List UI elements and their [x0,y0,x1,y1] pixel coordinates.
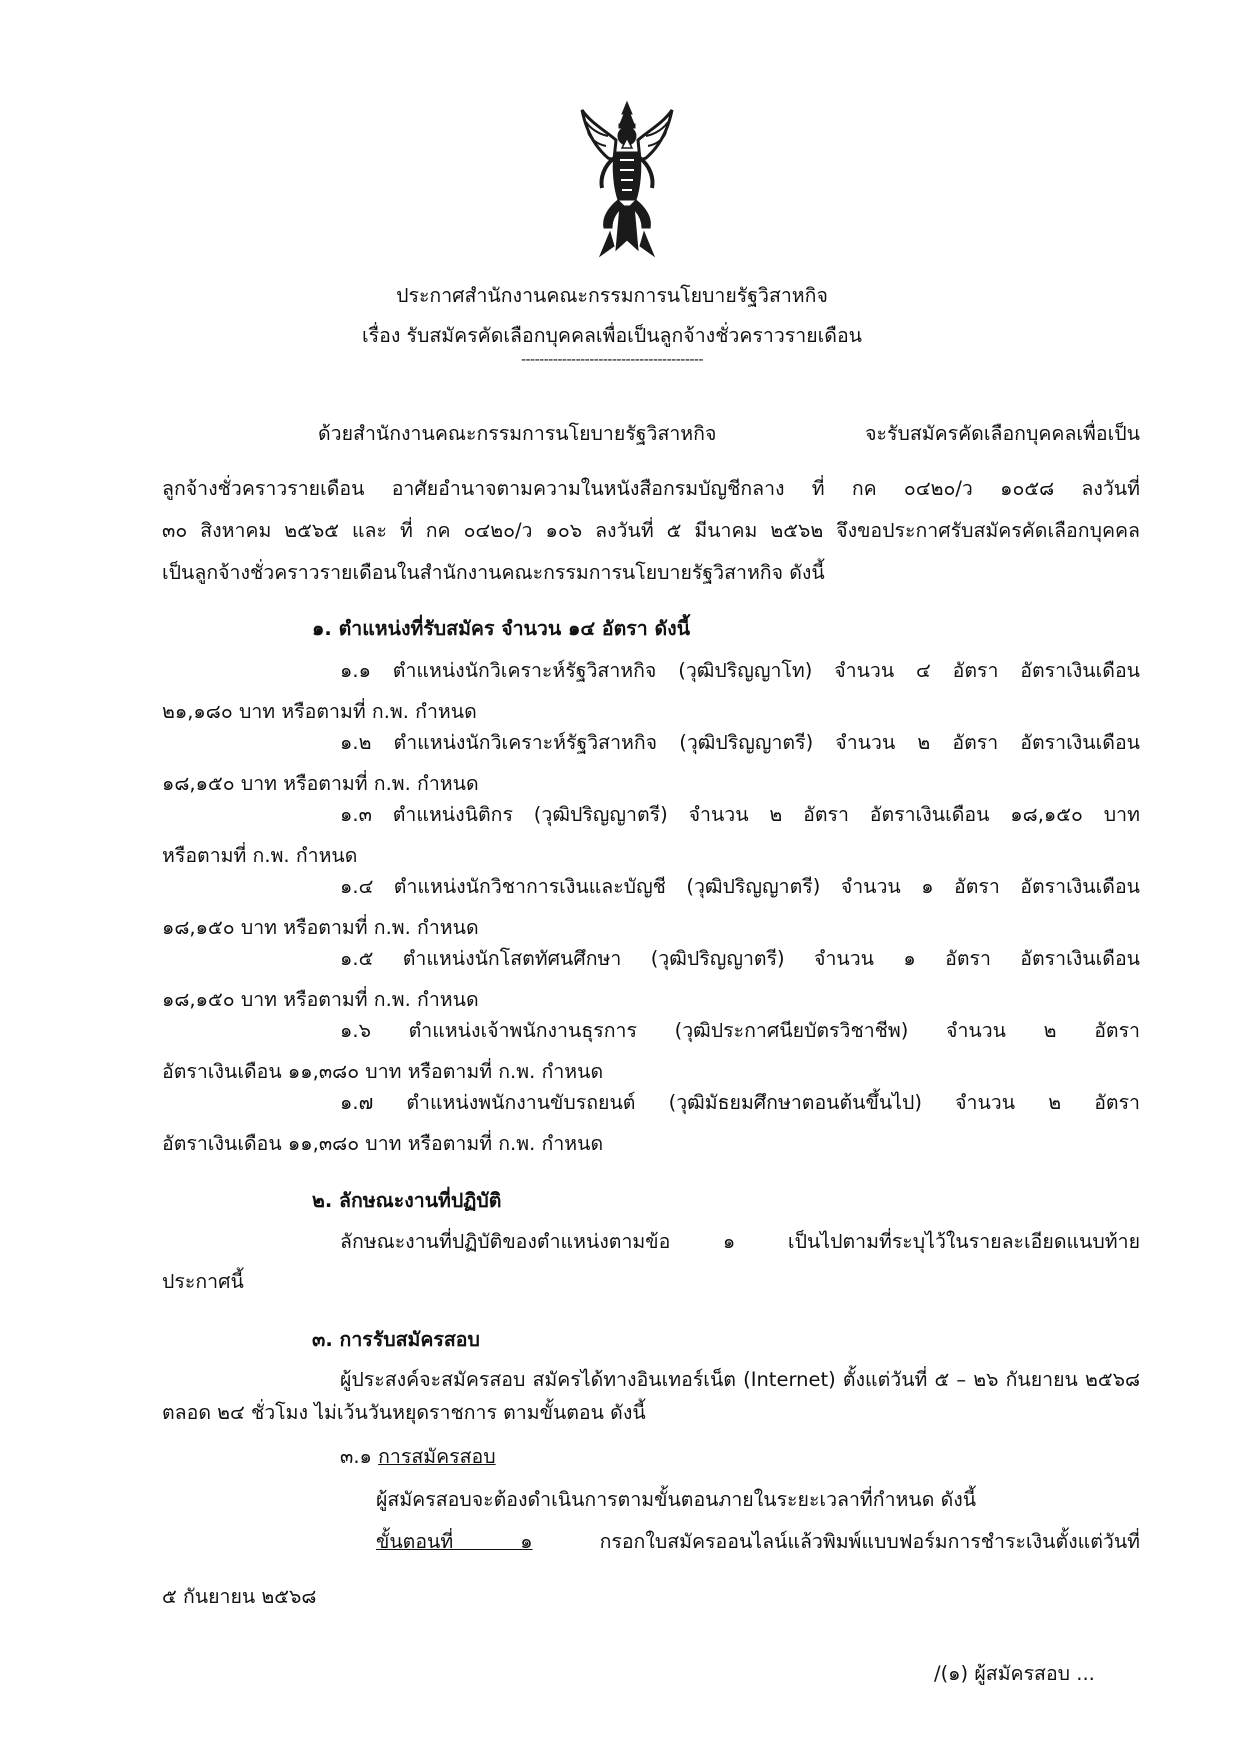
continuation-note: /(๑) ผู้สมัครสอบ ... [934,1662,1095,1685]
position-1-2-line-2: ๑๘,๑๕๐ บาท หรือตามที่ ก.พ. กำหนด [162,772,479,795]
position-1-1-line-2: ๒๑,๑๘๐ บาท หรือตามที่ ก.พ. กำหนด [162,700,477,723]
step-1-line-1 [376,1526,1140,1557]
position-1-3-line-2: หรือตามที่ ก.พ. กำหนด [162,844,358,867]
section-3-line-1: ผู้ประสงค์จะสมัครสอบ สมัครได้ทางอินเทอร์เน็ต (Internet) ตั้งแต่วันที่ ๕ – ๒๖ กันยายน ๒๕๖๘ [340,1368,1140,1391]
announcement-subject: เรื่อง รับสมัครคัดเลือกบุคคลเพื่อเป็นลูกจ้างชั่วคราวรายเดือน [361,324,863,347]
position-1-4-line-1: ๑.๔ ตำแหน่งนักวิชาการเงินและบัญชี (วุฒิปริญญาตรี) จำนวน ๑ อัตรา อัตราเงินเดือน [340,875,1140,898]
announcement-title: ประกาศสำนักงานคณะกรรมการนโยบายรัฐวิสาหกิจ [396,284,828,307]
garuda-emblem-icon [576,100,678,258]
position-1-4-line-2: ๑๘,๑๕๐ บาท หรือตามที่ ก.พ. กำหนด [162,916,479,939]
intro-line-4: เป็นลูกจ้างชั่วคราวรายเดือนในสำนักงานคณะกรรมการนโยบายรัฐวิสาหกิจ ดังนี้ [162,561,825,584]
subsection-3-1-title: การสมัครสอบ [378,1445,496,1468]
position-1-5-line-2: ๑๘,๑๕๐ บาท หรือตามที่ ก.พ. กำหนด [162,988,479,1011]
subsection-3-1-heading [340,1441,496,1472]
section-3-line-2: ตลอด ๒๔ ชั่วโมง ไม่เว้นวันหยุดราชการ ตามขั้นตอน ดังนี้ [162,1401,646,1424]
position-1-6-line-2: อัตราเงินเดือน ๑๑,๓๘๐ บาท หรือตามที่ ก.พ. กำหนด [162,1060,604,1083]
intro-line-1: ด้วยสำนักงานคณะกรรมการนโยบายรัฐวิสาหกิจ จะรับสมัครคัดเลือกบุคคลเพื่อเป็น [318,422,1140,445]
step-1-text: กรอกใบสมัครออนไลน์แล้วพิมพ์แบบฟอร์มการชำระเงินตั้งแต่วันที่ [599,1530,1141,1553]
step-1-label: ขั้นตอนที่ ๑ [376,1530,533,1553]
position-1-3-line-1: ๑.๓ ตำแหน่งนิติกร (วุฒิปริญญาตรี) จำนวน ๒ อัตรา อัตราเงินเดือน ๑๘,๑๕๐ บาท [340,803,1140,826]
intro-line-3: ๓๐ สิงหาคม ๒๕๖๕ และ ที่ กค ๐๔๒๐/ว ๑๐๖ ลงวันที่ ๕ มีนาคม ๒๕๖๒ จึงขอประกาศรับสมัครคัดเลือกบุคคล [162,519,1140,542]
step-1-line-2: ๕ กันยายน ๒๕๖๘ [162,1585,317,1608]
position-1-5-line-1: ๑.๕ ตำแหน่งนักโสตทัศนศึกษา (วุฒิปริญญาตรี) จำนวน ๑ อัตรา อัตราเงินเดือน [340,947,1140,970]
subsection-3-1-number: ๓.๑ [340,1445,372,1468]
section-3-heading: ๓. การรับสมัครสอบ [312,1328,480,1351]
section-2-line-1: ลักษณะงานที่ปฏิบัติของตำแหน่งตามข้อ ๑ เป็นไปตามที่ระบุไว้ในรายละเอียดแนบท้าย [340,1230,1140,1253]
position-1-2-line-1: ๑.๒ ตำแหน่งนักวิเคราะห์รัฐวิสาหกิจ (วุฒิปริญญาตรี) จำนวน ๒ อัตรา อัตราเงินเดือน [340,731,1140,754]
position-1-6-line-1: ๑.๖ ตำแหน่งเจ้าพนักงานธุรการ (วุฒิประกาศนียบัตรวิชาชีพ) จำนวน ๒ อัตรา [340,1019,1140,1042]
position-1-7-line-2: อัตราเงินเดือน ๑๑,๓๘๐ บาท หรือตามที่ ก.พ. กำหนด [162,1132,604,1155]
section-1-heading: ๑. ตำแหน่งที่รับสมัคร จำนวน ๑๔ อัตรา ดังนี้ [312,617,691,640]
subsection-3-1-line-1: ผู้สมัครสอบจะต้องดำเนินการตามขั้นตอนภายในระยะเวลาที่กำหนด ดังนี้ [376,1488,977,1511]
section-2-line-2: ประกาศนี้ [162,1270,244,1293]
position-1-7-line-1: ๑.๗ ตำแหน่งพนักงานขับรถยนต์ (วุฒิมัธยมศึกษาตอนต้นขึ้นไป) จำนวน ๒ อัตรา [340,1091,1140,1114]
section-2-heading: ๒. ลักษณะงานที่ปฏิบัติ [312,1189,502,1212]
position-1-1-line-1: ๑.๑ ตำแหน่งนักวิเคราะห์รัฐวิสาหกิจ (วุฒิปริญญาโท) จำนวน ๔ อัตรา อัตราเงินเดือน [340,659,1140,682]
header-divider: ---------------------------------------- [520,352,704,368]
intro-line-2: ลูกจ้างชั่วคราวรายเดือน อาศัยอำนาจตามความในหนังสือกรมบัญชีกลาง ที่ กค ๐๔๒๐/ว ๑๐๕๘ ลงวันที่ [162,477,1140,500]
